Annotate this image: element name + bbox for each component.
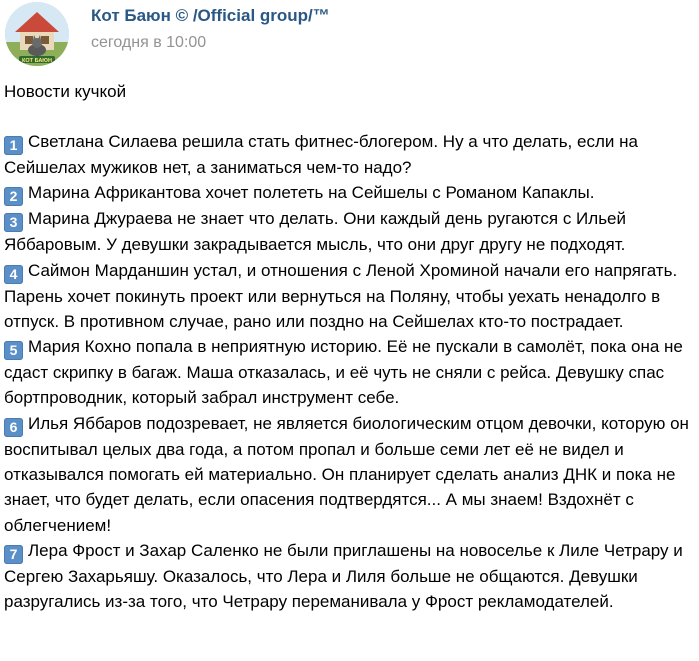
keycap-1-icon: 1 <box>4 136 23 155</box>
keycap-3-icon: 3 <box>4 213 23 232</box>
news-item-text: Марина Джураева не знает что делать. Они каждый день ругаются с Ильей Яббаровым. У девушки закрадывается мысль, что они друг другу не подходят. <box>4 209 627 255</box>
news-item-3 <box>4 206 694 257</box>
keycap-6-icon: 6 <box>4 418 23 437</box>
post-body <box>4 129 694 615</box>
news-item-4 <box>4 258 694 335</box>
news-item-text: Светлана Силаева решила стать фитнес-блогером. Ну а что делать, если на Сейшелах мужиков нет, а заниматься чем-то надо? <box>4 132 638 177</box>
news-item-5 <box>4 334 694 411</box>
news-item-7 <box>4 538 694 615</box>
cat-house-avatar-image <box>5 2 69 66</box>
post-timestamp[interactable]: сегодня в 10:00 <box>91 34 207 51</box>
avatar-badge-text: КОТ БАЮН <box>22 57 52 64</box>
news-item-text: Марина Африкантова хочет полететь на Сейшелы с Романом Капаклы. <box>28 183 595 203</box>
keycap-2-icon: 2 <box>4 187 23 206</box>
post-author-link[interactable]: Кот Баюн © /Official group/™ <box>91 6 330 25</box>
news-item-2 <box>4 180 694 206</box>
news-item-text: Лера Фрост и Захар Саленко не были приглашены на новоселье к Лиле Четрару и Сергею Захарьяшу. Оказалось, что Лера и Лиля больше не общаются. Девушки разругались из-за того, что Четрару переманивала у Фрост рекламодателей. <box>4 540 683 612</box>
news-item-text: Саймон Марданшин устал, и отношения с Леной Хроминой начали его напрягать. Парень хочет покинуть проект или вернуться на Поляну, чтобы уехать ненадолго в отпуск. В противном случае, рано или поздно на Сейшелах кто-то пострадает. <box>4 260 678 331</box>
keycap-7-icon: 7 <box>4 545 23 564</box>
keycap-5-icon: 5 <box>4 341 23 360</box>
news-item-text: Илья Яббаров подозревает, не является биологическим отцом девочки, которую он воспитывал целых два года, а потом пропал и больше семи лет её не видел и отказывался помогать ей материально. Он планирует сделать анализ ДНК и пока не знает, что будет делать, если опасения подтвердятся... А мы знаем! Вздохнёт с облегчением! <box>4 413 689 535</box>
news-item-text: Мария Кохно попала в неприятную историю. Её не пускали в самолёт, пока она не сдаст скрипку в багаж. Маша отказалась, и её чуть не сняли с рейса. Девушку спас бортпроводник, который забрал инструмент себе. <box>4 337 683 408</box>
post-title: Новости кучкой <box>4 82 127 101</box>
news-item-1 <box>4 129 694 180</box>
group-avatar[interactable] <box>5 2 69 66</box>
keycap-4-icon: 4 <box>4 265 23 284</box>
news-item-6 <box>4 411 694 538</box>
